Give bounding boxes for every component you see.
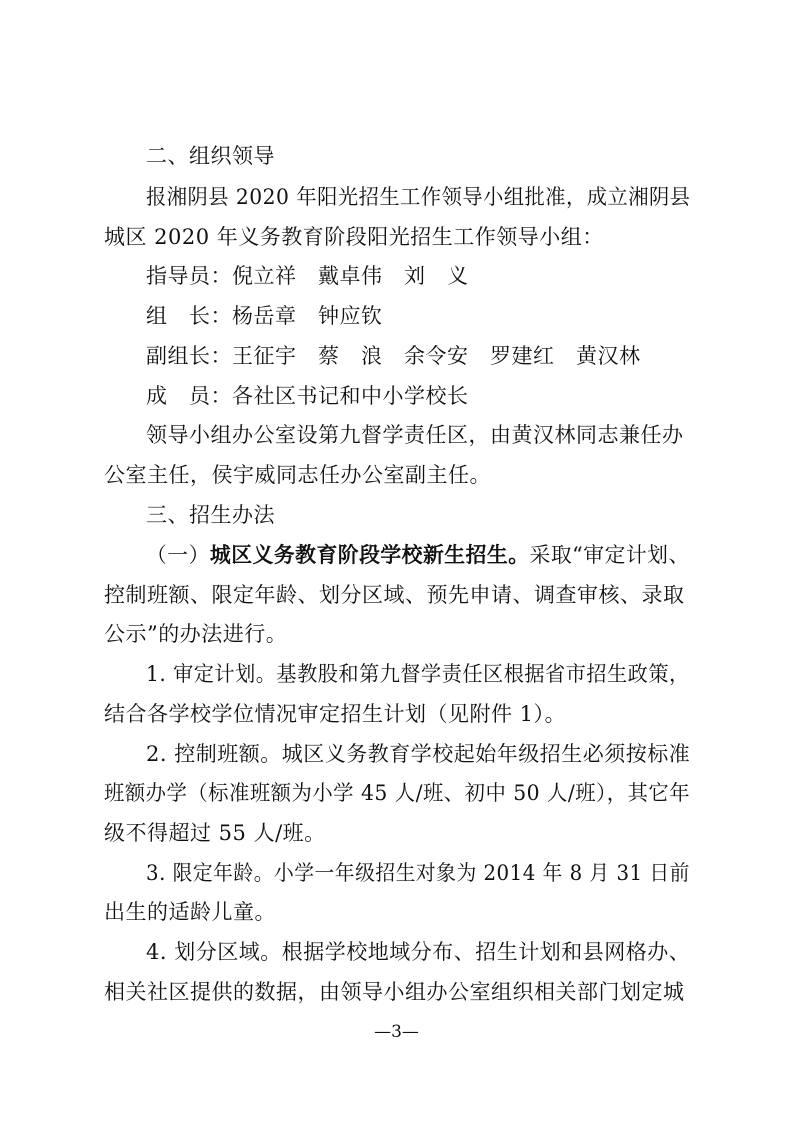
item-1-line-2: 结合各学校学位情况审定招生计划（见附件 1）。 — [104, 702, 567, 726]
paragraph-approval-line-1: 报湘阴县 2020 年阳光招生工作领导小组批准，成立湘阴县 — [146, 185, 691, 209]
section-2-title: 二、组织领导 — [146, 144, 275, 168]
subsection-1-rest: 采取“审定计划、 — [529, 543, 690, 567]
item-4-line-1: 4. 划分区域。根据学校地域分布、招生计划和县网格办、 — [146, 940, 691, 964]
item-4-line-2: 相关社区提供的数据，由领导小组办公室组织相关部门划定城 — [104, 980, 685, 1004]
subsection-1-prefix: （一） — [146, 543, 210, 567]
subsection-1-line-2: 控制班额、限定年龄、划分区域、预先申请、调查审核、录取 — [104, 583, 685, 607]
item-2-line-3: 级不得超过 55 人/班。 — [104, 821, 326, 845]
subsection-1-line-1 — [146, 541, 690, 569]
item-1-line-1: 1. 审定计划。基教股和第九督学责任区根据省市招生政策， — [146, 662, 690, 686]
subsection-1-line-3: 公示”的办法进行。 — [104, 622, 288, 646]
office-paragraph-line-2: 公室主任，侯宇威同志任办公室副主任。 — [104, 463, 491, 487]
deputies-line: 副组长：王征宇 蔡 浪 余令安 罗建红 黄汉林 — [146, 344, 641, 368]
guides-line: 指导员：倪立祥 戴卓伟 刘 义 — [146, 264, 469, 288]
item-2-line-2: 班额办学（标准班额为小学 45 人/班、初中 50 人/班），其它年 — [104, 781, 691, 805]
members-line: 成 员：各社区书记和中小学校长 — [146, 384, 469, 408]
subsection-1-bold-title: 城区义务教育阶段学校新生招生。 — [209, 543, 530, 567]
leaders-line: 组 长：杨岳章 钟应钦 — [146, 304, 383, 328]
item-3-line-1: 3. 限定年龄。小学一年级招生对象为 2014 年 8 月 31 日前 — [146, 861, 690, 885]
section-3-title: 三、招生办法 — [146, 503, 275, 527]
paragraph-approval-line-2: 城区 2020 年义务教育阶段阳光招生工作领导小组： — [104, 225, 604, 249]
page-number: —3— — [374, 1022, 419, 1042]
item-2-line-1: 2. 控制班额。城区义务教育学校起始年级招生必须按标准 — [146, 742, 691, 766]
office-paragraph-line-1: 领导小组办公室设第九督学责任区，由黄汉林同志兼任办 — [146, 423, 684, 447]
item-3-line-2: 出生的适龄儿童。 — [104, 900, 276, 924]
